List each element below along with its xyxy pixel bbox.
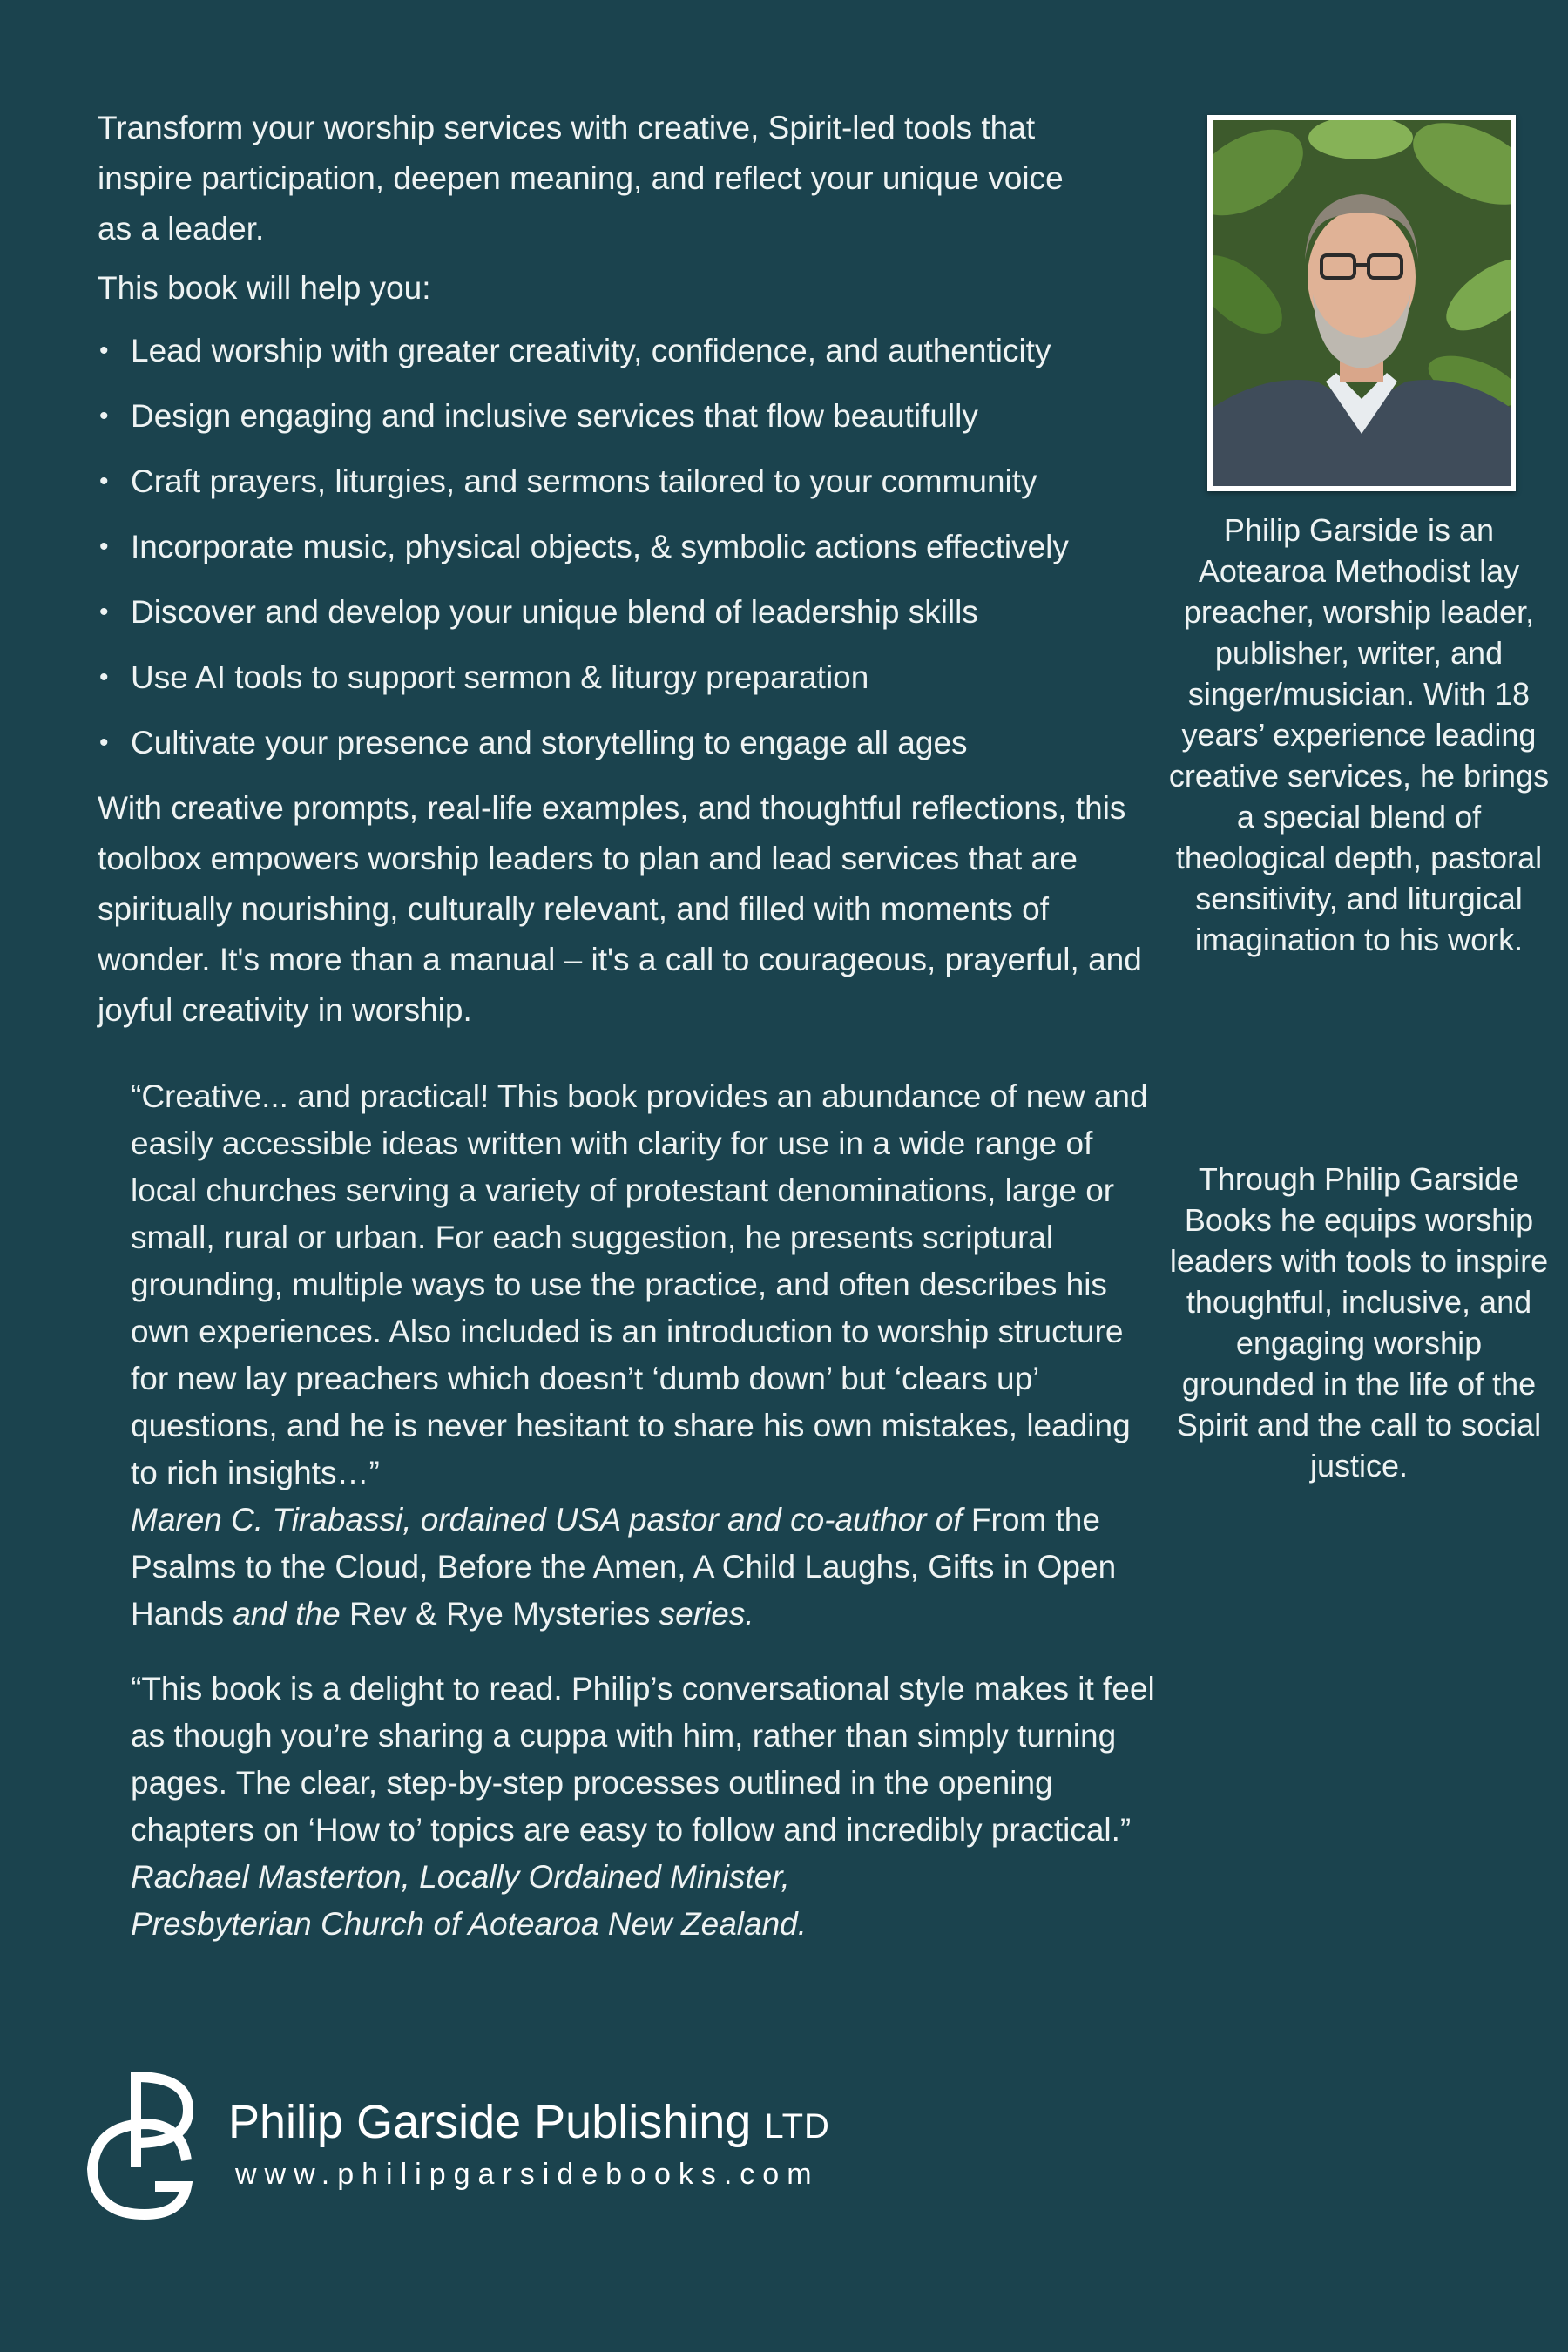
publisher-url: www.philipgarsidebooks.com (235, 2158, 820, 2191)
publisher-name: Philip Garside Publishing LTD (228, 2096, 830, 2148)
endorsement-text: “Creative... and practical! This book provides an abundance of new and easily accessible ideas written with clarity for use in a wide range of local churches serving a variety of protestant denominations, large or small, rural or urban. For each suggestion, he presents scriptural grounding, multiple ways to use the practice, and often describes his own experiences. Also included is an introduction to worship structure for new lay preachers which doesn’t ‘dumb down’ but ‘clears up’ questions, and he is never hesitant to share his own mistakes, leading to rich insights…” (131, 1078, 1148, 1490)
bullet-icon: • (99, 598, 109, 626)
description-column (98, 103, 1160, 1036)
author-portrait-icon (1213, 120, 1511, 486)
list-item: • Craft prayers, liturgies, and sermons tailored to your community (98, 456, 1160, 507)
benefit-list (98, 326, 1160, 768)
list-item: • Design engaging and inclusive services that flow beautifully (98, 391, 1160, 442)
closing-paragraph: With creative prompts, real-life examples, and thoughtful reflections, this toolbox empowers worship leaders to plan and lead services that are spiritually nourishing, culturally relevant, and filled with moments of wonder. It's more than a manual – it's a call to courageous, prayerful, and joyful creativity in worship. (98, 790, 1142, 1028)
endorsement-attribution: Maren C. Tirabassi, ordained USA pastor and co-author of From the Psalms to the Cloud, Before the Amen, A Child Laughs, Gifts in Open Hands and the Rev & Rye Mysteries series. (131, 1502, 1117, 1632)
intro-paragraph: Transform your worship services with creative, Spirit-led tools that inspire participation, deepen meaning, and reflect your unique voice as a leader. (98, 110, 1064, 247)
list-item: • Lead worship with greater creativity, confidence, and authenticity (98, 326, 1160, 376)
bullet-icon: • (99, 402, 109, 430)
list-item: • Cultivate your presence and storytelling to engage all ages (98, 718, 1160, 768)
publisher-logo-icon (84, 2065, 214, 2221)
bullet-icon: • (99, 663, 109, 692)
endorsement-text: “This book is a delight to read. Philip’s conversational style makes it feel as though you’re sharing a cuppa with him, rather than simply turning pages. The clear, step-by-step processes outlined in the opening chapters on ‘How to’ topics are easy to follow and incredibly practical.” (131, 1671, 1155, 1848)
bullet-icon: • (99, 728, 109, 757)
list-item: • Discover and develop your unique blend of leadership skills (98, 587, 1160, 638)
list-item: • Incorporate music, physical objects, & symbolic actions effectively (98, 522, 1160, 572)
endorsement-masterton (131, 1666, 1159, 1948)
author-bio: Philip Garside is an Aotearoa Methodist lay preacher, worship leader, publisher, writer, and singer/musician. With 18 years’ experience leading creative services, he brings a special blend of theological depth, pastoral sensitivity, and liturgical imagination to his work. (1168, 512, 1550, 957)
author-photo (1207, 115, 1516, 491)
endorsement-tirabassi (131, 1073, 1159, 1638)
bullet-icon: • (99, 467, 109, 496)
helps-heading: This book will help you: (98, 270, 431, 306)
endorsement-attribution: Rachael Masterton, Locally Ordained Minister, Presbyterian Church of Aotearoa New Zealand. (131, 1859, 808, 1942)
bullet-icon: • (99, 532, 109, 561)
bullet-icon: • (99, 336, 109, 365)
list-item: • Use AI tools to support sermon & liturgy preparation (98, 652, 1160, 703)
author-bio-ministry: Through Philip Garside Books he equips worship leaders with tools to inspire thoughtful, inclusive, and engaging worship grounded in the life of the Spirit and the call to social justice. (1169, 1161, 1549, 1484)
